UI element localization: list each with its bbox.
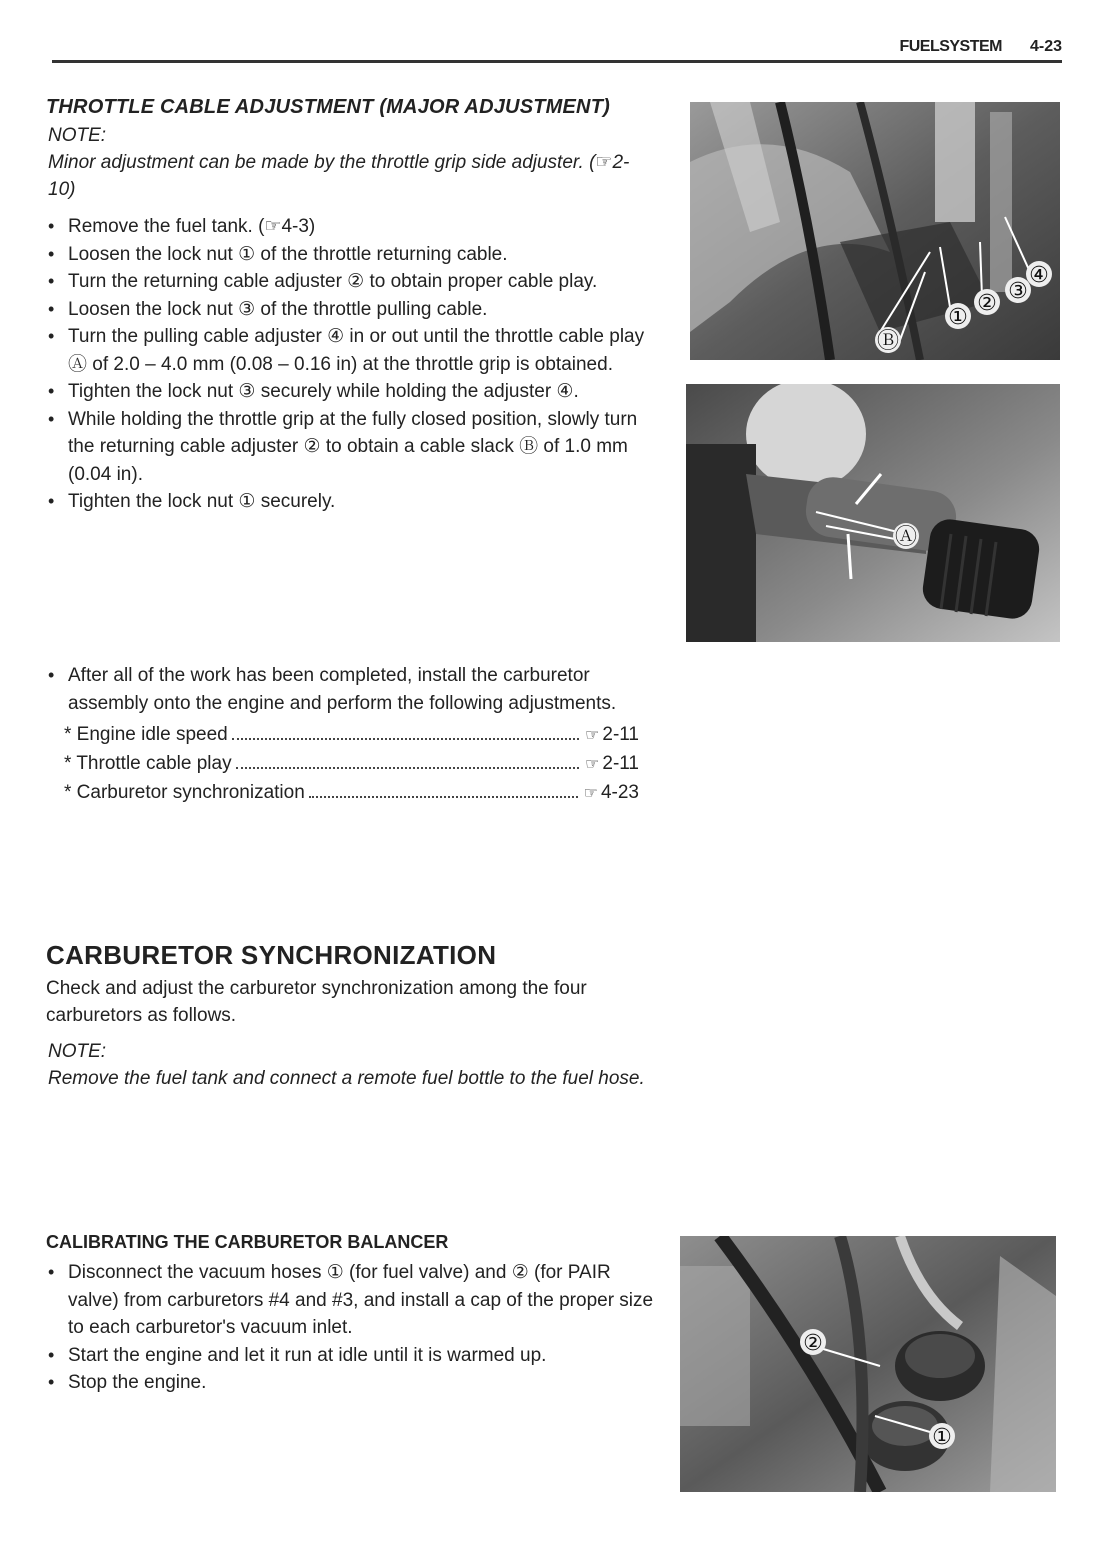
reference-icon: ☞ (583, 785, 598, 802)
reference-icon: ☞ (585, 756, 600, 773)
list-item: • Turn the returning cable adjuster ② to obtain proper cable play. (46, 268, 654, 296)
throttle-note-label: NOTE: (48, 125, 107, 146)
dot-leader (309, 796, 578, 798)
label-2: ② (977, 291, 997, 316)
list-item: • Start the engine and let it run at idle until it is warmed up. (46, 1342, 654, 1370)
reference-name: * Throttle cable play (64, 753, 232, 774)
reference-name: * Engine idle speed (64, 724, 228, 745)
sync-section (46, 940, 654, 1092)
section-title: FUELSYSTEM (899, 38, 1002, 55)
sync-note-text: Remove the fuel tank and connect a remote fuel bottle to the fuel hose. (48, 1068, 645, 1089)
list-item: • Loosen the lock nut ③ of the throttle pulling cable. (46, 296, 654, 324)
reference-value: ☞ 2-11 (585, 753, 639, 774)
list-item: • Turn the pulling cable adjuster ④ in or out until the throttle cable play Ⓐ of 2.0 – 4.0 mm (0.08 – 0.16 in) at the throttle grip is obtained. (46, 323, 654, 378)
reference-list (64, 721, 639, 808)
list-item: • Disconnect the vacuum hoses ① (for fuel valve) and ② (for PAIR valve) from carburetors #4 and #3, and install a cap of the proper size to each carburetor's vacuum inlet. (46, 1259, 654, 1342)
throttle-section (46, 96, 654, 516)
sync-note-label: NOTE: (48, 1041, 107, 1062)
photo-illustration (686, 384, 1060, 642)
photo-illustration (680, 1236, 1056, 1492)
photo-illustration (690, 102, 1060, 360)
label-1: ① (932, 1425, 952, 1450)
sync-intro: Check and adjust the carburetor synchronization among the four carburetors as follows. (46, 978, 587, 1026)
list-item: • Stop the engine. (46, 1369, 654, 1397)
label-a: Ⓐ (894, 525, 918, 550)
vacuum-hoses-photo (680, 1236, 1056, 1492)
dot-leader (232, 738, 579, 740)
reference-row (64, 721, 639, 750)
reference-name: * Carburetor synchronization (64, 782, 305, 803)
throttle-grip-photo (686, 384, 1060, 642)
after-section (46, 662, 654, 808)
throttle-note-text: Minor adjustment can be made by the throttle grip side adjuster. (☞2-10) (48, 152, 630, 200)
list-item: • Tighten the lock nut ③ securely while holding the adjuster ④. (46, 378, 654, 406)
list-item: • Loosen the lock nut ① of the throttle returning cable. (46, 241, 654, 269)
after-list (46, 662, 654, 717)
header-rule (52, 60, 1062, 63)
throttle-adjuster-photo (690, 102, 1060, 360)
calibrate-steps (46, 1259, 654, 1397)
reference-row (64, 750, 639, 779)
label-b: Ⓑ (876, 329, 900, 354)
calibrate-section (46, 1232, 654, 1397)
page-header (52, 38, 1062, 68)
label-2: ② (803, 1331, 823, 1356)
list-item: • Remove the fuel tank. (☞4-3) (46, 213, 654, 241)
calibrate-title: CALIBRATING THE CARBURETOR BALANCER (46, 1232, 449, 1252)
label-4: ④ (1029, 263, 1049, 288)
list-item: • Tighten the lock nut ① securely. (46, 488, 654, 516)
sync-title: CARBURETOR SYNCHRONIZATION (46, 940, 497, 970)
dot-leader (236, 767, 579, 769)
list-item: • After all of the work has been completed, install the carburetor assembly onto the engine and perform the following adjustments. (46, 662, 654, 717)
list-item: • While holding the throttle grip at the fully closed position, slowly turn the returning cable adjuster ② to obtain a cable slack Ⓑ of 1.0 mm (0.04 in). (46, 406, 654, 489)
label-3: ③ (1008, 279, 1028, 304)
reference-icon: ☞ (585, 727, 600, 744)
reference-value: ☞ 4-23 (583, 782, 639, 803)
reference-row (64, 779, 639, 808)
page-number: 4-23 (1029, 38, 1062, 55)
label-1: ① (948, 305, 968, 330)
throttle-title: THROTTLE CABLE ADJUSTMENT (MAJOR ADJUSTMENT) (46, 96, 610, 118)
throttle-steps (46, 213, 654, 516)
reference-value: ☞ 2-11 (585, 724, 639, 745)
